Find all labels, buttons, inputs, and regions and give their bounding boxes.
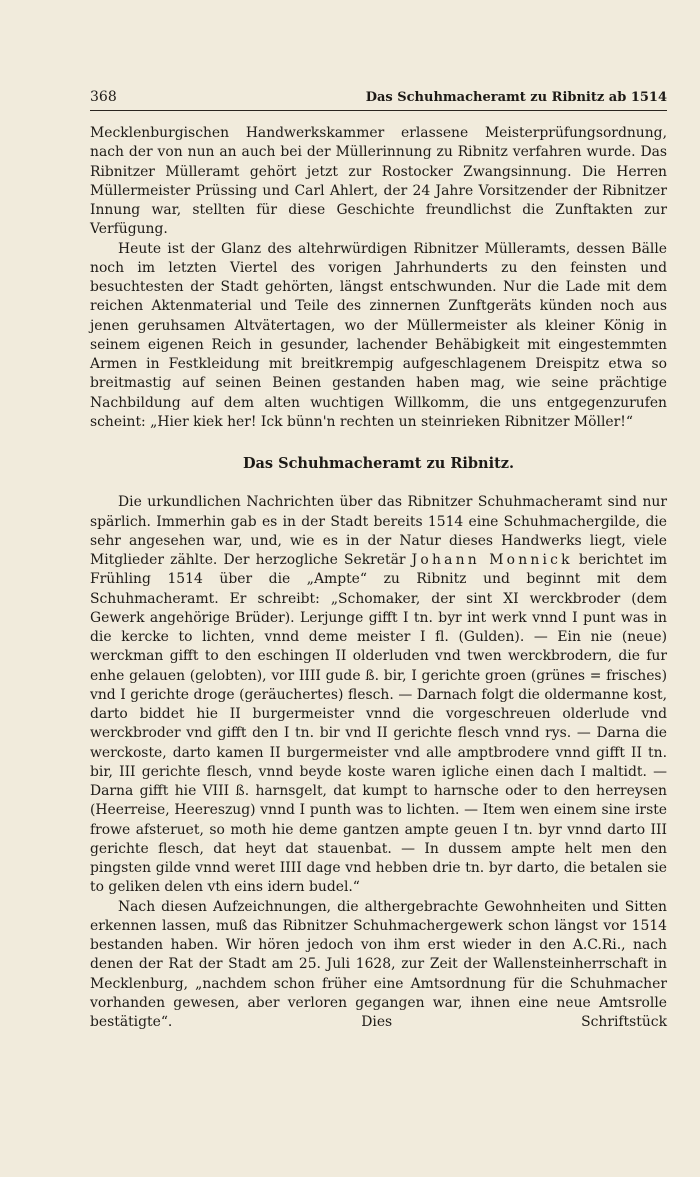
paragraph-3-text-a: Die urkundlichen Nachrichten über das Ribnitzer Schuhmacheramt sind nur spärlich. Immerhin gab es in der Stadt bereits 1514 eine Schuhmachergilde, die sehr angesehen war, und, wie es in der Natur dieses Handwerks liegt, viele Mitglieder zählte. Der herzogliche Sekretär	[90, 494, 667, 568]
paragraph-1: Mecklenburgischen Handwerkskammer erlassene Meisterprüfungsordnung, nach der von nun an auch bei der Müllerinnung zu Ribnitz verfahren wurde. Das Ribnitzer Mülleramt gehört jetzt zur Rostocker Zwangsinnung. Die Herren Müllermeister Prüssing und Carl Ahlert, der 24 Jahre Vorsitzender der Ribnitzer Innung war, stellten für diese Geschichte freundlichst die Zunftakten zur Verfügung.	[90, 125, 667, 238]
paragraph-3-text-b: berichtet im Frühling 1514 über die „Ampte“ zu Ribnitz und beginnt mit dem Schuhmacheramt. Er schreibt: „Schomaker, der sint XI werckbroder (dem Gewerk angehörige Brüder). Lerjunge gifft I tn. byr int werk vnnd I punt was in die kercke to lichten, vnnd deme meister I fl. (Gulden). — Ein nie (neue) werckman gifft to den eschingen II olderluden vnd twen werckbrodern, die fur enhe gelauen (gelobten), vor IIII gude ß. bir, I gerichte groen (grünes = frisches) vnd I gerichte droge (geräuchertes) flesch. — Darnach folgt die oldermanne kost, darto biddet hie II burgermeister vnnd die vorgeschreuen olderlude vnd werckbroder vnd gifft den I tn. bir vnd II gerichte flesch vnnd rys. — Darna die werckoste, darto kamen II burgermeister vnd alle amptbrodere vnnd gifft II tn. bir, III gerichte flesch, vnnd beyde koste waren igliche einen dach I maltidt. — Darna gifft hie VIII ß. harnsgelt, dat kumpt to harnsche oder to den herreysen (Heerreise, Heereszug) vnnd I punth was to lichten. — Item wen einem sine irste frowe afsteruet, so moth hie deme gantzen ampte geuen I tn. byr vnnd darto III gerichte flesch, dat heyt dat stauenbat. — In dussem ampte helt men den pingsten gilde vnnd weret IIII dage vnd hebben drie tn. byr darto, die betalen sie to geliken delen vth eins idern budel.“	[90, 552, 667, 896]
paragraph-2: Heute ist der Glanz des altehrwürdigen Ribnitzer Mülleramts, dessen Bälle noch im letzten Viertel des vorigen Jahrhunderts zu den feinsten und besuchtesten der Stadt gehörten, längst entschwunden. Nur die Lade mit dem reichen Aktenmaterial und Teile des zinnernen Zunftgeräts künden noch aus jenen geruhsamen Altvätertagen, wo der Müllermeister als kleiner König in seinem eigenen Reich in gesunder, lachender Behäbigkeit mit eingestemmten Armen in Festkleidung mit breitkrempig aufgeschlagenem Dreispitz etwa so breitmastig auf seinen Beinen gestanden haben mag, wie seine prächtige Nachbildung auf dem alten wuchtigen Willkomm, die uns entgegenzurufen scheint: „Hier kiek her! Ick bünn'n rechten un steinrieken Ribnitzer Möller!“	[90, 240, 667, 430]
paragraph-3	[90, 493, 667, 897]
running-title: Das Schuhmacheramt zu Ribnitz ab 1514	[365, 90, 667, 105]
section-heading: Das Schuhmacheramt zu Ribnitz.	[242, 455, 515, 472]
page-body	[90, 124, 667, 1032]
paragraph-4: Nach diesen Aufzeichnungen, die althergebrachte Gewohnheiten und Sitten erkennen lassen, muß das Ribnitzer Schuhmachergewerk schon längst vor 1514 bestanden haben. Wir hören jedoch von ihm erst wieder in den A.C.Ri., nach denen der Rat der Stadt am 25. Juli 1628, zur Zeit der Wallensteinherrschaft in Mecklenburg, „nachdem schon früher eine Amtsordnung für die Schuhmacher vorhanden gewesen, aber verloren gegangen war, ihnen eine neue Amtsrolle bestätigte“. Dies Schriftstück	[90, 898, 667, 1030]
page-number: 368	[90, 89, 117, 105]
page-header	[90, 88, 667, 111]
person-name: Johann Monnick	[411, 552, 573, 568]
